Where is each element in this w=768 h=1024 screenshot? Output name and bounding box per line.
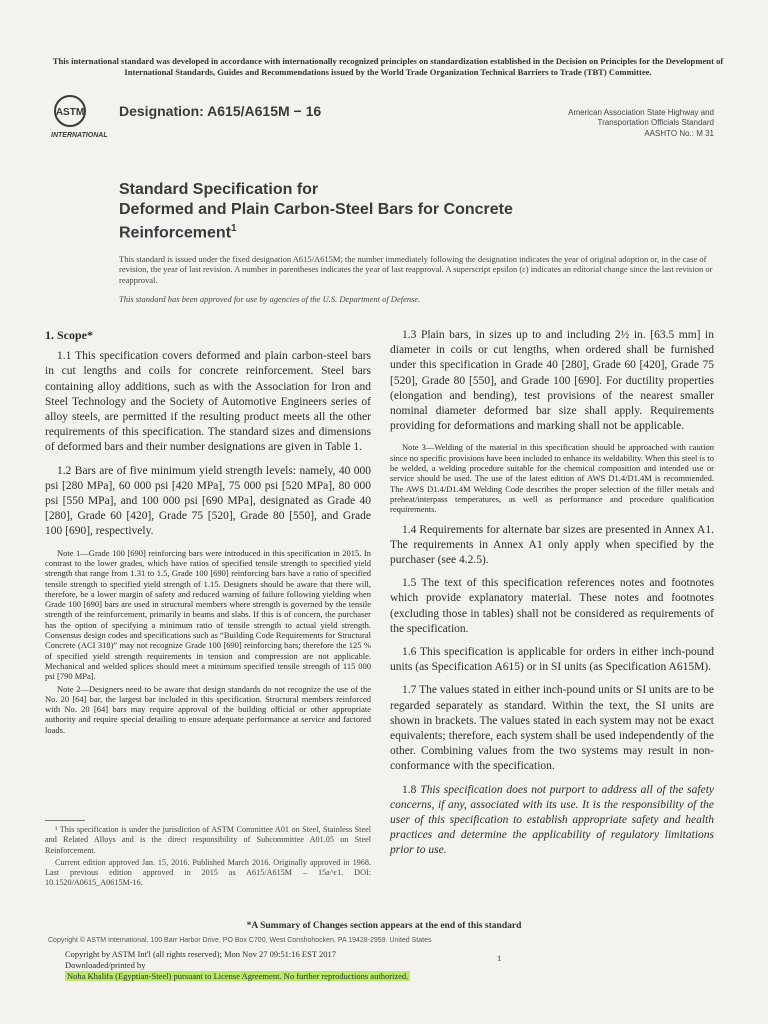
page-number: 1 [497, 953, 502, 963]
license-line3: Noha Khalifa (Egyptian-Steel) pursuant to License Agreement. No further reproductions authorized. [67, 971, 409, 982]
license-line2: Downloaded/printed by [65, 960, 146, 971]
paragraph-1-1: 1.1 This specification covers deformed and plain carbon-steel bars in cut lengths and coils for concrete reinforcement. Steel bars containing alloy additions, such as with the Association for Iron and Steel Technology and the Society of Automotive Engineers series of alloy steels, are permitted if the resulting product meets all the other requirements of this specification. The standard sizes and dimensions of deformed bars and their number designations are given in Table 1. [45, 350, 371, 454]
title-line1: Standard Specification for [119, 181, 319, 198]
summary-note: *A Summary of Changes section appears at the end of this standard [246, 921, 522, 931]
note-1: Note 1—Grade 100 [690] reinforcing bars were introduced in this specification in 2015. In contrast to the lower grades, which have ratios of specified tensile strength to specified yield strength that range from 1.31 to 1.5, Grade 100 [690] reinforcing bars have a ratio of specified tensile strength to specified yield strength of 1.15. Designers should be aware that there will, therefore, be a lower margin of safety and reduced warning of failure following yielding when Grade 100 [690] bars are used in structural members where strength is governed by the tensile strength of the reinforcement, primarily in beams and slabs. If this is of concern, the purchaser has the option of specifying a minimum ratio of tensile strength to actual yield strength. Consensus design codes and specifications such as “Building Code Requirements for Structural Concrete (ACI 318)” may not recognize Grade 100 [690] reinforcing bars; therefore the 125 % of specified yield strength requirements in tension and compression are not applicable. Mechanical and welded splices should meet a minimum specified tensile strength of 115 000 psi [790 MPa]. [45, 547, 371, 682]
aashto-line1: American Association State Highway and [568, 108, 714, 117]
title-line3 [119, 219, 639, 243]
footnote-1: ¹ This specification is under the jurisdiction of ASTM Committee A01 on Steel, Stainless Steel and Related Alloys and is the direct responsibility of Subcommittee A01.05 on Steel Reinforcement. [45, 825, 371, 855]
paragraph-1-6: 1.6 This specification is applicable for orders in either inch-pound units (as Specification A615) or in SI units (as Specification A615M). [390, 645, 714, 674]
license-line1: Copyright by ASTM Int'l (all rights reserved); Mon Nov 27 09:51:16 EST 2017 [65, 949, 336, 959]
note-3: Note 3—Welding of the material in this specification should be approached with caution since no specific provisions have been included to enhance its weldability. When this steel is to be welded, a welding procedure suitable for the chemical composition and intended use or service should be used. The use of the latest edition of AWS D1.4/D1.4M is recommended. The AWS D1.4/D1.4M Welding Code describes the proper selection of the filler metals and preheat/interpass temperatures, as well as performance and procedure qualification requirements. [390, 442, 714, 515]
footnote-2: Current edition approved Jan. 15, 2016. Published March 2016. Originally approved in 1968. Last previous edition approved in 2015 as A615/A615M – 15a^ε1. DOI: 10.1520/A0615_A0615M-16. [45, 857, 371, 888]
footnotes [45, 825, 371, 891]
aashto-info [540, 108, 714, 139]
aashto-line2: Transportation Officials Standard [597, 118, 714, 128]
paragraph-1-7: 1.7 The values stated in either inch-pound units or SI units are to be regarded separately as standard. Within the text, the SI units are shown in brackets. The values stated in each system may not be exact equivalents; therefore, each system shall be used independently of the other. Combining values from the two systems may result in non-conformance with the specification. [390, 684, 714, 773]
scope-heading: 1. Scope* [45, 328, 93, 342]
logo-subtext: INTERNATIONAL [51, 132, 108, 139]
title-footnote-mark: 1 [231, 223, 237, 235]
defense-note: This standard has been approved for use by agencies of the U.S. Department of Defense. [119, 294, 421, 304]
astm-logo [50, 94, 114, 140]
right-column [390, 328, 714, 867]
aashto-line3: AASHTO No.: M 31 [644, 128, 714, 138]
paragraph-1-8 [390, 783, 714, 859]
paragraph-1-5: 1.5 The text of this specification references notes and footnotes which provide explanatory material. These notes and footnotes (excluding those in tables) shall not be considered as requirements of the specification. [390, 577, 714, 635]
note-2: Note 2—Designers need to be aware that design standards do not recognize the use of the No. 20 [64] bar, the largest bar included in this specification. Structural members reinforced with No. 20 [64] bars may require approval of the building official or other appropriate authority and require special detailing to ensure adequate performance at service and factored loads. [45, 683, 371, 735]
title-line3-text: Reinforcement [119, 224, 232, 242]
paragraph-1-2: 1.2 Bars are of five minimum yield strength levels: namely, 40 000 psi [280 MPa], 60 000 psi [420 MPa], 75 000 psi [520 MPa], 80 000 psi [550 MPa], and 100 000 psi [690 MPa], designated as Grade 40 [280], Grade 60 [420], Grade 75 [520], Grade 80 [550], and Grade 100 [690], respectively. [45, 464, 371, 538]
document-title [119, 180, 639, 243]
paragraph-1-8-number: 1.8 [402, 783, 417, 796]
logo-text: ASTM [55, 107, 85, 118]
designation: Designation: A615/A615M − 16 [119, 103, 322, 119]
paragraph-1-4: 1.4 Requirements for alternate bar sizes are presented in Annex A1. The requirements in Annex A1 only apply when specified by the purchaser (see 4.2.5). [390, 523, 714, 566]
paragraph-1-8-text: This specification does not purport to address all of the safety concerns, if any, associated with its use. It is the responsibility of the user of this specification to establish appropriate safety and health practices and determine the applicability of regulatory limitations prior to use. [390, 783, 714, 857]
title-line2: Deformed and Plain Carbon-Steel Bars for Concrete [119, 200, 513, 218]
license-stamp [65, 949, 495, 983]
paragraph-1-3: 1.3 Plain bars, in sizes up to and including 2½ in. [63.5 mm] in diameter in coils or cut lengths, when ordered shall be furnished under this specification in Grade 40 [280], Grade 60 [420], Grade 75 [520], Grade 80 [550], and Grade 100 [690]. For ductility properties (elongation and bending), test provisions of the nearest smaller nominal diameter deformed bar size shall apply. Requirements providing for deformations and marking shall not be applicable. [390, 329, 714, 433]
left-column [45, 328, 371, 737]
preamble-text: This international standard was developed in accordance with internationally recognized principles on standardization established in the Decision on Principles for the Development of International Standards, Guides and Recommendations issued by the World Trade Organization Technical Barriers to Trade (TBT) Committee. [52, 56, 724, 77]
footnote-rule [45, 820, 85, 821]
issued-note: This standard is issued under the fixed designation A615/A615M; the number immediately following the designation indicates the year of original adoption or, in the case of revision, the year of last revision. A number in parentheses indicates the year of last reapproval. A superscript epsilon (ε) indicates an editorial change since the last revision or reapproval. [119, 254, 713, 285]
copyright-line: Copyright © ASTM International, 100 Barr Harbor Drive, PO Box C700, West Conshohocken, PA 19428-2959. United States [48, 937, 432, 944]
